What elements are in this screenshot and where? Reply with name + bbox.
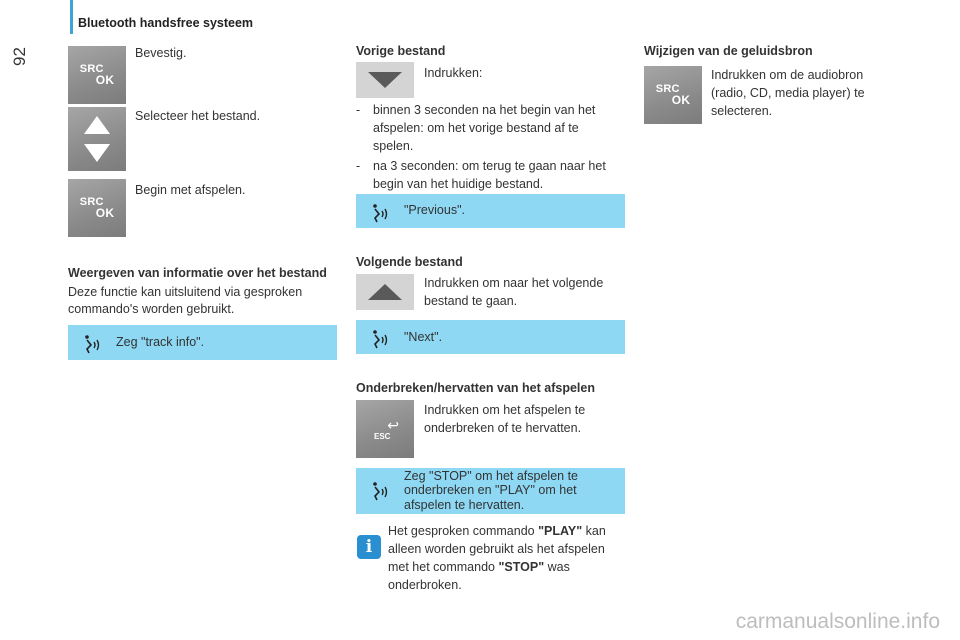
voice-stop-text-3: afspelen te hervatten.	[404, 498, 525, 512]
voice-box-previous	[356, 194, 625, 228]
voice-command-icon	[82, 333, 106, 357]
voice-stop-text-2: onderbreken en "PLAY" om het	[404, 483, 577, 497]
pause-text-1: Indrukken om het afspelen te	[424, 403, 586, 417]
header-accent-bar	[70, 0, 73, 34]
up-down-button	[68, 107, 126, 171]
next-text-2: bestand te gaan.	[424, 294, 518, 308]
page-number: 92	[10, 47, 29, 66]
info-icon: i	[357, 535, 381, 559]
note-line-2: alleen worden gebruikt als het afspelen	[388, 542, 605, 556]
next-heading: Volgende bestand	[356, 255, 463, 269]
prev-press-text: Indrukken:	[424, 66, 483, 80]
src-ok-icon: SRC OK	[655, 83, 691, 107]
voice-command-icon	[370, 328, 394, 352]
source-text-2: (radio, CD, media player) te	[711, 86, 865, 100]
voice-stop-text-1: Zeg "STOP" om het afspelen te	[404, 469, 579, 483]
prev-bullet-1-b: afspelen: om het vorige bestand af te	[373, 121, 579, 135]
src-ok-icon: SRC OK	[79, 63, 115, 87]
return-arrow-icon: ↩	[387, 417, 399, 433]
esc-button	[356, 400, 414, 458]
page-title: Bluetooth handsfree systeem	[78, 16, 254, 30]
prev-button	[356, 62, 414, 98]
voice-previous-text: "Previous".	[404, 203, 465, 217]
info-heading: Weergeven van informatie over het bestand	[68, 266, 327, 280]
select-text: Selecteer het bestand.	[135, 109, 261, 123]
next-button	[356, 274, 414, 310]
voice-box-stop-play	[356, 468, 625, 514]
source-text-3: selecteren.	[711, 104, 773, 118]
src-ok-button-3	[644, 66, 702, 124]
voice-command-icon	[370, 202, 394, 226]
pause-text-2: onderbreken of te hervatten.	[424, 421, 582, 435]
prev-bullet-1-c: spelen.	[373, 139, 414, 153]
arrow-up-icon	[84, 116, 110, 134]
bullet-dash-2: -	[356, 159, 361, 173]
note-line-3: met het commando "STOP" was	[388, 560, 570, 574]
arrow-down-icon	[84, 144, 110, 162]
prev-bullet-1-a: binnen 3 seconden na het begin van het	[373, 103, 596, 117]
pause-heading: Onderbreken/hervatten van het afspelen	[356, 381, 595, 395]
prev-bullet-2-a: na 3 seconden: om terug te gaan naar het	[373, 159, 606, 173]
source-heading: Wijzigen van de geluidsbron	[644, 44, 813, 58]
info-text-2: commando's worden gebruikt.	[68, 302, 235, 316]
note-line-1: Het gesproken commando "PLAY" kan	[388, 524, 606, 538]
esc-label: ESC	[374, 432, 391, 441]
bullet-dash-1: -	[356, 103, 361, 117]
info-text-1: Deze functie kan uitsluitend via gesproken	[68, 285, 303, 299]
voice-track-text: Zeg "track info".	[116, 335, 205, 349]
prev-heading: Vorige bestand	[356, 44, 446, 58]
note-line-4: onderbroken.	[388, 578, 462, 592]
start-text: Begin met afspelen.	[135, 183, 246, 197]
voice-command-icon	[370, 480, 394, 504]
source-text-1: Indrukken om de audiobron	[711, 68, 864, 82]
voice-box-track-info	[68, 325, 337, 360]
voice-box-next	[356, 320, 625, 354]
next-text-1: Indrukken om naar het volgende	[424, 276, 604, 290]
prev-bullet-2-b: begin van het huidige bestand.	[373, 177, 544, 191]
watermark: carmanualsonline.info	[735, 610, 940, 633]
src-ok-icon: SRC OK	[79, 196, 115, 220]
arrow-up-icon	[368, 284, 402, 300]
arrow-down-icon	[368, 72, 402, 88]
src-ok-button-2	[68, 179, 126, 237]
voice-next-text: "Next".	[404, 330, 443, 344]
confirm-text: Bevestig.	[135, 46, 187, 60]
src-ok-button-1	[68, 46, 126, 104]
